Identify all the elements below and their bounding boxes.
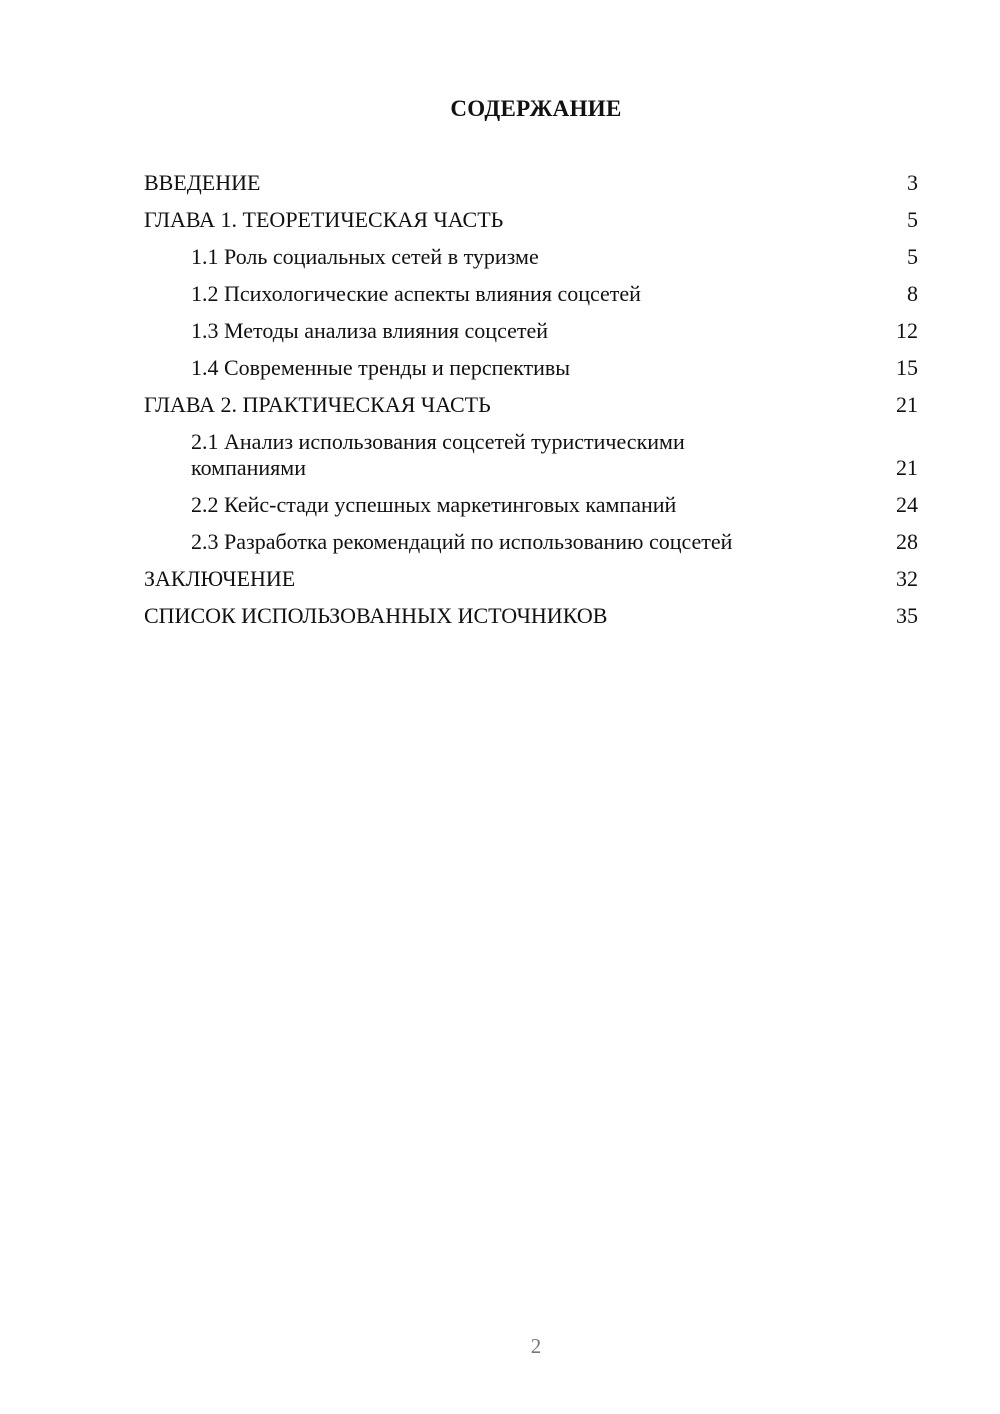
toc-entry-label: 2.2 Кейс-стади успешных маркетинговых кампаний: [191, 492, 677, 517]
toc-entry-label: 2.1 Анализ использования соцсетей туристическими компаниями: [191, 429, 685, 480]
toc-entry-page: 3: [907, 170, 918, 195]
toc-entry-label: 1.1 Роль социальных сетей в туризме: [191, 244, 539, 269]
toc-entry-page: 8: [907, 281, 918, 306]
toc-entry-section-2-1[interactable]: [144, 429, 918, 481]
table-of-contents: [144, 168, 918, 629]
toc-entry-label: ЗАКЛЮЧЕНИЕ: [144, 566, 296, 591]
toc-entry-section-1-4[interactable]: [144, 355, 918, 381]
toc-entry-section-1-3[interactable]: [144, 318, 918, 344]
toc-entry-chapter-2[interactable]: [144, 392, 918, 418]
toc-entry-label: 1.2 Психологические аспекты влияния соцсетей: [191, 281, 641, 306]
toc-entry-section-2-3[interactable]: [144, 529, 918, 555]
toc-entry-page: 21: [896, 392, 918, 417]
toc-entry-label: СПИСОК ИСПОЛЬЗОВАННЫХ ИСТОЧНИКОВ: [144, 603, 608, 628]
toc-entry-page: 21: [896, 455, 918, 480]
toc-entry-label: ГЛАВА 2. ПРАКТИЧЕСКАЯ ЧАСТЬ: [144, 392, 491, 417]
toc-entry-label: ГЛАВА 1. ТЕОРЕТИЧЕСКАЯ ЧАСТЬ: [144, 207, 504, 232]
toc-entry-section-2-2[interactable]: [144, 492, 918, 518]
toc-entry-page: 35: [896, 603, 918, 628]
toc-entry-introduction[interactable]: [144, 170, 918, 196]
toc-entry-page: 5: [907, 207, 918, 232]
toc-entry-page: 32: [896, 566, 918, 591]
toc-entry-label: 1.4 Современные тренды и перспективы: [191, 355, 571, 380]
toc-entry-section-1-2[interactable]: [144, 281, 918, 307]
page-title: СОДЕРЖАНИЕ: [450, 96, 622, 121]
toc-entry-page: 15: [896, 355, 918, 380]
toc-entry-section-1-1[interactable]: [144, 244, 918, 270]
toc-entry-page: 24: [896, 492, 918, 517]
toc-entry-conclusion[interactable]: [144, 566, 918, 592]
page-number: 2: [530, 1334, 542, 1358]
toc-entry-label: ВВЕДЕНИЕ: [144, 170, 261, 195]
toc-entry-page: 12: [896, 318, 918, 343]
toc-entry-page: 28: [896, 529, 918, 554]
toc-entry-page: 5: [907, 244, 918, 269]
toc-entry-label: 2.3 Разработка рекомендаций по использованию соцсетей: [191, 529, 733, 554]
toc-entry-references[interactable]: [144, 603, 918, 629]
toc-entry-chapter-1[interactable]: [144, 207, 918, 233]
toc-entry-label: 1.3 Методы анализа влияния соцсетей: [191, 318, 549, 343]
